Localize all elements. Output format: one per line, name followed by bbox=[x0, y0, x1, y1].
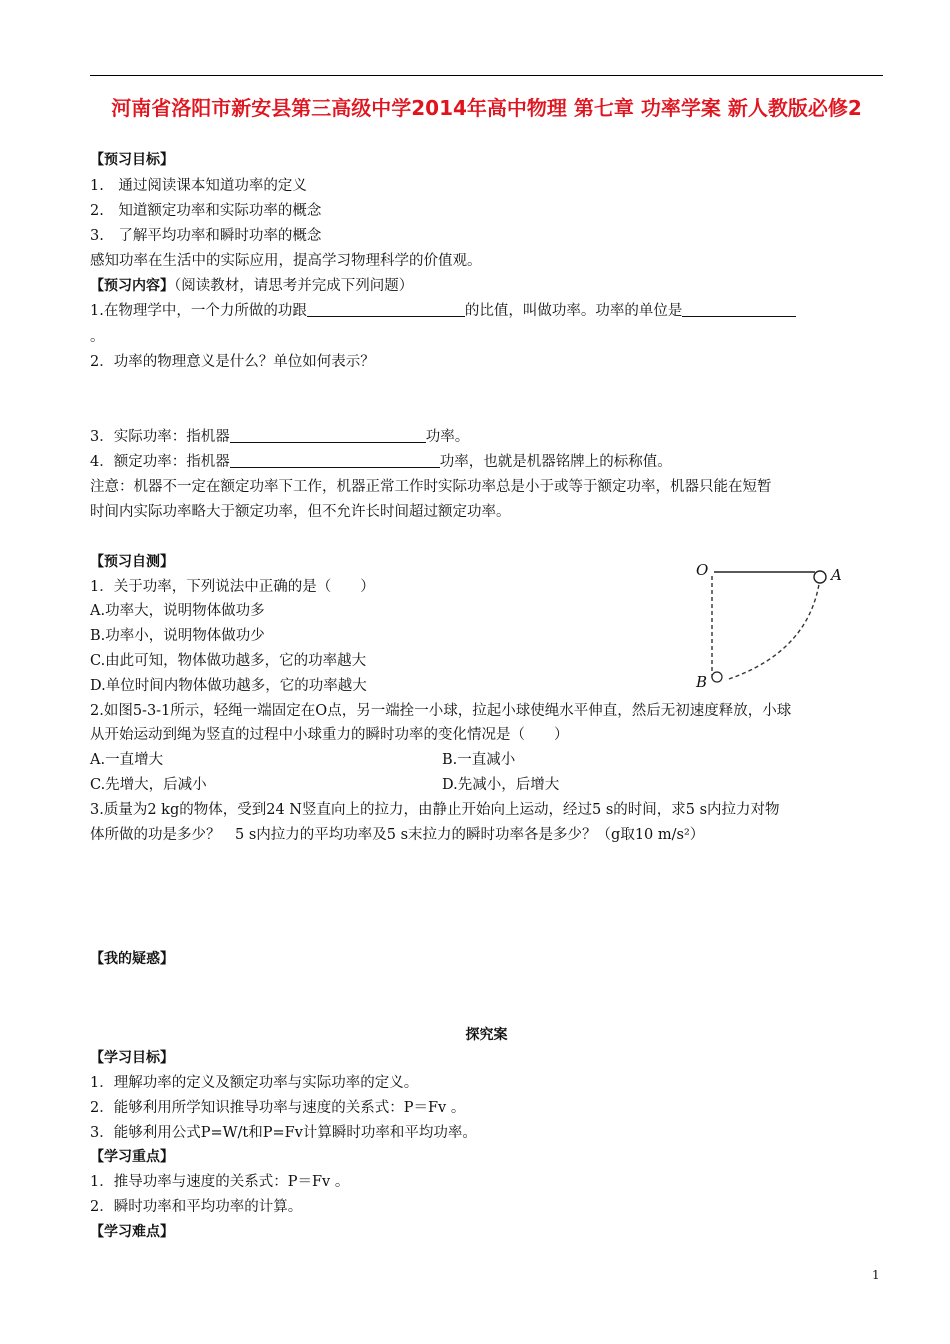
test-2-options-row-1 bbox=[90, 750, 163, 770]
test-1-option-a: A.功率大，说明物体做功多 bbox=[90, 603, 265, 619]
question-2: 2．功率的物理意义是什么？单位如何表示？ bbox=[90, 354, 375, 370]
goal-item-1: 1. 通过阅读课本知道功率的定义 bbox=[90, 178, 307, 194]
test-2-line-2: 从开始运动到绳为竖直的过程中小球重力的瞬时功率的变化情况是（ ） bbox=[90, 727, 569, 743]
section-preview-goal: 【预习目标】 bbox=[90, 152, 174, 168]
label-b: B bbox=[696, 673, 708, 691]
page-number: 1 bbox=[872, 1268, 880, 1282]
label-o: O bbox=[696, 561, 709, 579]
note-line-2: 时间内实际功率略大于额定功率，但不允许长时间超过额定功率。 bbox=[90, 504, 511, 520]
section-preview-content-row bbox=[90, 276, 413, 296]
question-4-part-a: 4．额定功率：指机器 bbox=[90, 454, 230, 470]
learning-goal-3: 3．能够利用公式P=W/t和P=Fv计算瞬时功率和平均功率。 bbox=[90, 1125, 477, 1141]
test-2-option-d: D.先减小，后增大 bbox=[442, 777, 560, 793]
test-1-option-c: C.由此可知，物体做功越多，它的功率越大 bbox=[90, 653, 367, 669]
section-preview-content: 【预习内容】 bbox=[90, 278, 174, 294]
fill-blank[interactable] bbox=[230, 453, 440, 468]
document-title: 河南省洛阳市新安县第三高级中学2014年高中物理 第七章 功率学案 新人教版必修2 bbox=[111, 96, 862, 120]
section-key-points: 【学习重点】 bbox=[90, 1149, 174, 1165]
test-2-option-b: B.一直减小 bbox=[442, 752, 516, 768]
question-1-part-b: 的比值，叫做功率。功率的单位是 bbox=[464, 303, 683, 319]
section-self-test: 【预习自测】 bbox=[90, 554, 174, 570]
goal-item-3: 3. 了解平均功率和瞬时功率的概念 bbox=[90, 228, 322, 244]
question-3-part-b: 功率。 bbox=[425, 429, 470, 445]
question-3-part-a: 3．实际功率：指机器 bbox=[90, 429, 230, 445]
key-point-2: 2．瞬时功率和平均功率的计算。 bbox=[90, 1199, 303, 1215]
section-learning-goal: 【学习目标】 bbox=[90, 1050, 174, 1066]
test-1: 1．关于功率，下列说法中正确的是（ ） bbox=[90, 579, 375, 595]
key-point-1: 1．推导功率与速度的关系式：P＝Fv 。 bbox=[90, 1174, 350, 1190]
header-rule bbox=[90, 75, 883, 76]
test-1-option-d: D.单位时间内物体做功越多，它的功率越大 bbox=[90, 678, 367, 694]
goal-item-2: 2. 知道额定功率和实际功率的概念 bbox=[90, 203, 322, 219]
ball-at-a bbox=[814, 571, 826, 583]
question-1-part-a: 1.在物理学中，一个力所做的功跟 bbox=[90, 303, 307, 319]
test-2-line-1: 2.如图5-3-1所示，轻绳一端固定在O点，另一端拴一小球，拉起小球使绳水平伸直，然后无初速度释放，小球 bbox=[90, 703, 792, 719]
ball-path-arc bbox=[726, 578, 820, 680]
test-3-line-1: 3.质量为2 kg的物体，受到24 N竖直向上的拉力，由静止开始向上运动，经过5 s的时间，求5 s内拉力对物 bbox=[90, 802, 780, 818]
ball-at-b bbox=[712, 672, 722, 682]
goal-item-4: 感知功率在生活中的实际应用，提高学习物理科学的价值观。 bbox=[90, 253, 482, 269]
test-1-option-b: B.功率小，说明物体做功少 bbox=[90, 628, 265, 644]
section-my-doubts: 【我的疑惑】 bbox=[90, 951, 174, 967]
question-1-part-c: 。 bbox=[90, 329, 105, 345]
fill-blank[interactable] bbox=[307, 302, 465, 317]
learning-goal-2: 2．能够利用所学知识推导功率与速度的关系式：P＝Fv 。 bbox=[90, 1100, 466, 1116]
fill-blank[interactable] bbox=[230, 428, 426, 443]
test-2-option-a: A.一直增大 bbox=[90, 752, 164, 768]
question-4-row bbox=[90, 452, 672, 472]
question-3-row bbox=[90, 427, 469, 447]
label-a: A bbox=[831, 566, 842, 584]
pendulum-figure bbox=[690, 556, 850, 696]
question-4-part-b: 功率，也就是机器铭牌上的标称值。 bbox=[439, 454, 672, 470]
learning-goal-1: 1．理解功率的定义及额定功率与实际功率的定义。 bbox=[90, 1075, 419, 1091]
fill-blank[interactable] bbox=[682, 302, 796, 317]
section-preview-content-note: （阅读教材，请思考并完成下列问题） bbox=[174, 278, 414, 294]
note-line-1: 注意：机器不一定在额定功率下工作，机器正常工作时实际功率总是小于或等于额定功率，机器只能在短暂 bbox=[90, 479, 772, 495]
explore-title: 探究案 bbox=[465, 1027, 508, 1043]
test-3-line-2: 体所做的功是多少？ 5 s内拉力的平均功率及5 s末拉力的瞬时功率各是多少？（g取10 m/s²） bbox=[90, 827, 705, 843]
section-difficult-points: 【学习难点】 bbox=[90, 1224, 174, 1240]
test-2-option-c: C.先增大，后减小 bbox=[90, 777, 207, 793]
question-1-row bbox=[90, 301, 796, 321]
